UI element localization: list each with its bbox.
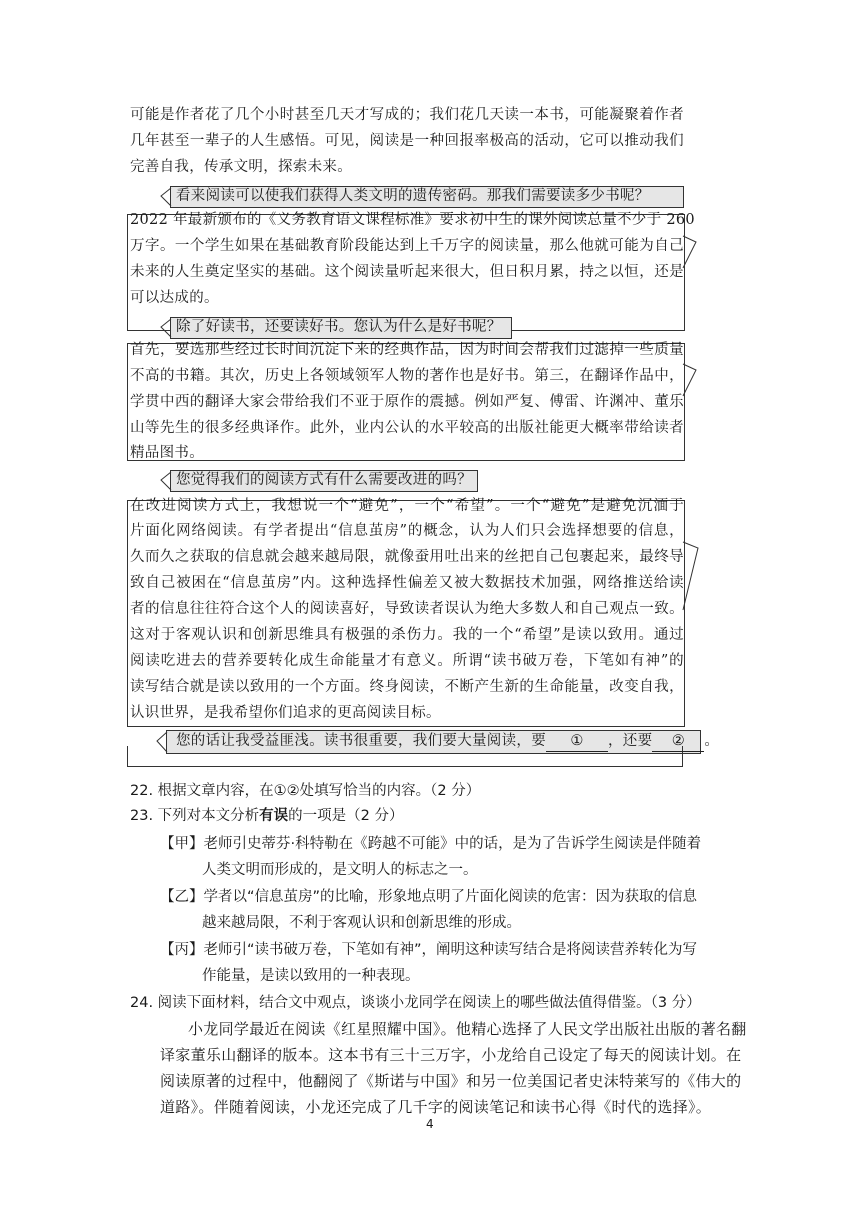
answer-3-line-9: 认识世界，是我希望你们追求的更高阅读目标。 xyxy=(130,705,441,721)
question-23-stem-b: 的一项是（2 分） xyxy=(288,808,404,824)
answer-2-line-2: 不高的书籍。其次，历史上各领域领军人物的著作也是好书。第三，在翻译作品中， xyxy=(130,368,684,384)
question-4-prefix: 您的话让我受益匪浅。读书很重要，我们要大量阅读，要 xyxy=(176,733,546,749)
question-23-emphasis: 有误 xyxy=(259,808,289,824)
option-yi-line-2: 越来越局限，不利于客观认识和创新思维的形成。 xyxy=(202,915,521,931)
option-jia-line-2: 人类文明而形成的，是文明人的标志之一。 xyxy=(202,862,478,878)
answer-tail-2 xyxy=(682,362,698,400)
material-line-2: 译家董乐山翻译的版本。这本书有三十三万字，小龙给自己设定了每天的阅读计划。在 xyxy=(160,1046,742,1064)
answer-3-line-5: 者的信息往往符合这个人的阅读喜好，导致读者误认为绝大多数人和自己观点一致。 xyxy=(130,601,684,617)
option-yi-tag: 【乙】 xyxy=(160,889,204,905)
answer-2-line-5: 精品图书。 xyxy=(130,445,204,461)
option-yi[interactable] xyxy=(160,884,697,910)
option-yi-line-1: 学者以“信息茧房”的比喻，形象地点明了片面化阅读的危害：因为获取的信息 xyxy=(203,889,698,905)
question-4-mid: ，还要 xyxy=(608,733,653,749)
answer-2-line-1: 首先，要选那些经过长时间沉淀下来的经典作品，因为时间会帮我们过滤掉一些质量 xyxy=(130,342,684,358)
answer-tail-1 xyxy=(682,234,698,272)
material-line-3: 阅读原著的过程中，他翻阅了《斯诺与中国》和另一位美国记者史沫特莱写的《伟大的 xyxy=(160,1072,742,1090)
answer-3-line-4: 致自己被困在“信息茧房”内。这种选择性偏差又被大数据技术加强，网络推送给读 xyxy=(130,575,684,591)
question-4-text xyxy=(176,731,719,752)
question-1-text: 看来阅读可以使我们获得人类文明的遗传密码。那我们需要读多少书呢？ xyxy=(176,188,650,204)
option-bing-line-2: 作能量，是读以致用的一种表现。 xyxy=(202,968,420,984)
answer-tail-3 xyxy=(682,540,700,614)
material-line-4: 道路》。伴随着阅读，小龙还完成了几千字的阅读笔记和读书心得《时代的选择》。 xyxy=(160,1098,712,1116)
answer-1-line-2: 万字。一个学生如果在基础教育阶段能达到上千万字的阅读量，那么他就可能为自己 xyxy=(130,238,684,254)
answer-2-line-3: 学贯中西的翻译大家会带给我们不亚于原作的震撼。例如严复、傅雷、许渊冲、董乐 xyxy=(130,394,684,410)
answer-1-line-4: 可以达成的。 xyxy=(130,290,219,306)
question-24-stem: 24. 阅读下面材料，结合文中观点，谈谈小龙同学在阅读上的哪些做法值得借鉴。（3 分） xyxy=(130,995,701,1011)
option-jia-tag: 【甲】 xyxy=(160,836,204,852)
answer-3-line-3: 久而久之获取的信息就会越来越局限，就像蚕用吐出来的丝把自己包裹起来，最终导 xyxy=(130,549,684,565)
option-jia-line-1: 老师引史蒂芬·科特勒在《跨越不可能》中的话，是为了告诉学生阅读是伴随着 xyxy=(203,836,702,852)
option-jia[interactable] xyxy=(160,831,701,857)
answer-3-line-7: 阅读吃进去的营养要转化成生命能量才有意义。所谓“读书破万卷，下笔如有神”的 xyxy=(130,653,684,669)
answer-1-line-3: 未来的人生奠定坚实的基础。这个阅读量听起来很大，但日积月累，持之以恒，还是 xyxy=(130,264,684,280)
option-bing-tag: 【丙】 xyxy=(160,942,204,958)
question-22: 22. 根据文章内容，在①②处填写恰当的内容。（2 分） xyxy=(130,783,481,799)
blank-1[interactable]: ① xyxy=(546,731,608,752)
material-line-1: 小龙同学最近在阅读《红星照耀中国》。他精心选择了人民文学出版社出版的著名翻 xyxy=(188,1020,747,1038)
answer-2-line-4: 山等先生的很多经典译作。此外，业内公认的水平较高的出版社能更大概率带给读者 xyxy=(130,420,684,436)
question-3-text: 您觉得我们的阅读方式有什么需要改进的吗？ xyxy=(176,472,472,488)
question-23-stem-a: 23. 下列对本文分析 xyxy=(130,808,260,824)
question-4-suffix: 。 xyxy=(704,733,720,749)
question-23-stem xyxy=(130,803,404,829)
bubble-tail-1 xyxy=(158,186,172,208)
blank-2[interactable]: ② xyxy=(652,731,704,752)
bubble-tail-3 xyxy=(158,470,172,492)
answer-1-line-1: 2022 年最新颁布的《义务教育语文课程标准》要求初中生的课外阅读总量不少于 260 xyxy=(130,212,695,228)
page-number: 4 xyxy=(426,1117,434,1131)
question-2-text: 除了好读书，还要读好书。您认为什么是好书呢？ xyxy=(176,319,502,335)
answer-3-line-2: 片面化网络阅读。有学者提出“信息茧房”的概念，认为人们只会选择想要的信息， xyxy=(130,523,684,539)
intro-line-2: 几年甚至一辈子的人生感悟。可见，阅读是一种回报率极高的活动，它可以推动我们 xyxy=(130,133,684,149)
answer-3-line-6: 这对于客观认识和创新思维具有极强的杀伤力。我的一个“希望”是读以致用。通过 xyxy=(130,627,684,643)
option-bing[interactable] xyxy=(160,937,697,963)
bubble-tail-2 xyxy=(158,317,172,339)
intro-line-1: 可能是作者花了几个小时甚至几天才写成的；我们花几天读一本书，可能凝聚着作者 xyxy=(130,107,684,123)
option-bing-line-1: 老师引“读书破万卷，下笔如有神”，阐明这种读写结合是将阅读营养转化为写 xyxy=(203,942,698,958)
answer-3-line-1: 在改进阅读方式上，我想说一个“避免”，一个“希望”。一个“避免”是避免沉湎于 xyxy=(130,498,684,514)
intro-line-3: 完善自我，传承文明，探索未来。 xyxy=(130,159,352,175)
answer-3-line-8: 读写结合就是读以致用的一个方面。终身阅读，不断产生新的生命能量，改变自我， xyxy=(130,679,684,695)
